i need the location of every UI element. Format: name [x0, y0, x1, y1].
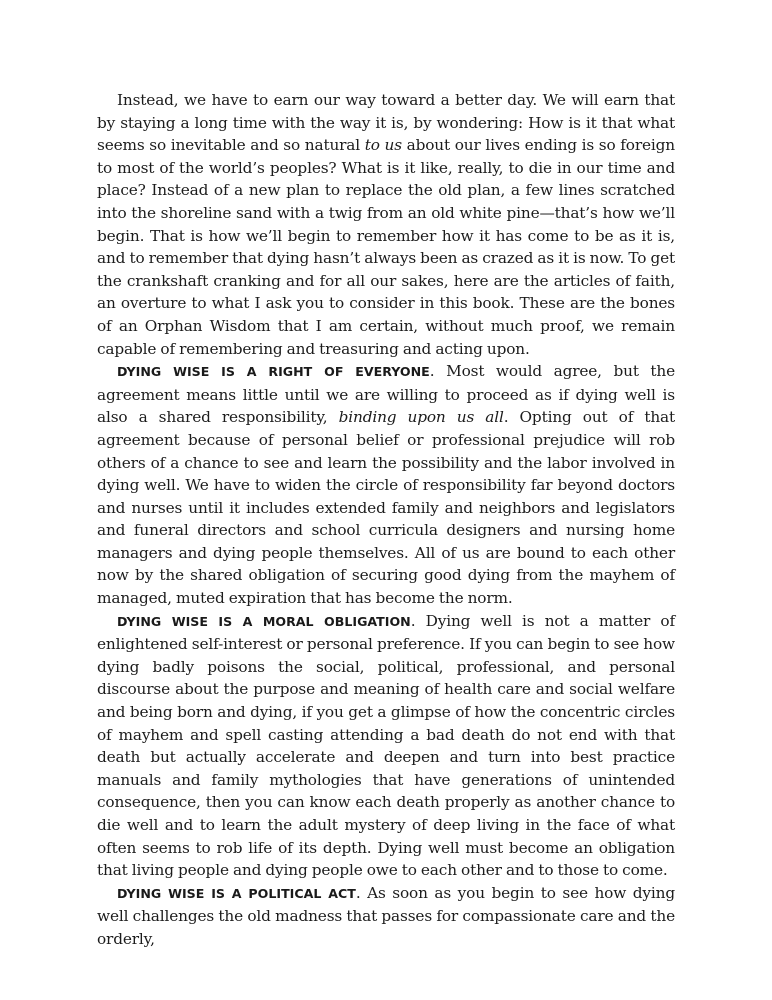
book-page — [97, 89, 675, 951]
paragraph-text: . As soon as you begin to see how dying well challenges the old madness that passes for compassionate care and the orderly, — [97, 883, 675, 948]
section-heading: DYING WISE IS A POLITICAL ACT — [117, 885, 356, 901]
paragraph-text: . Dying well is not a matter of enlightened self-interest or personal preference. If you can begin to see how dying badly poisons the social, political, professional, and personal discourse about the purpose and meaning of health care and social welfare and being born and dying, if you get a glimpse of how the concentric circles of mayhem and spell casting attending a bad death do not end with that death but actually accelerate and deepen and turn into best practice manuals and family mythologies that have generations of unintended consequence, then you can know each death properly as another chance to die well and to learn the adult mystery of deep living in the face of what often seems to rob life of its depth. Dying well must become an obligation that living people and dying people owe to each other and to those to come. — [97, 611, 675, 880]
paragraph-text: . Opting out of that agreement because of personal belief or professional prejudice will rob others of a chance to see and learn the possibility and the labor involved in dying well. We have to widen the circle of responsibility far beyond doctors and nurses until it includes extended family and neighbors and legislators and funeral directors and school curricula designers and nursing home managers and dying people themselves. All of us are bound to each other now by the shared obligation of securing good dying from the mayhem of managed, muted expiration that has become the norm. — [97, 408, 675, 608]
paragraph-moral-obligation — [97, 610, 675, 882]
paragraph-text: . Most would agree, but the agreement means little until we are willing to proceed as if dying well is also a shared responsibility, — [97, 362, 675, 427]
paragraph-political-act — [97, 882, 675, 951]
paragraph-intro — [97, 89, 675, 360]
section-heading: DYING WISE IS A RIGHT OF EVERYONE — [117, 364, 430, 380]
section-heading: DYING WISE IS A MORAL OBLIGATION — [117, 613, 411, 629]
paragraph-text: about our lives ending is so foreign to most of the world’s peoples? What is it like, really, to die in our time and place? Instead of a new plan to replace the old plan, a few lines scratched into the shoreline sand with a twig from an old white pine—that’s how we’ll begin. That is how we’ll begin to remember how it has come to be as it is, and to remember that dying hasn’t always been as crazed as it is now. To get the crankshaft cranking and for all our sakes, here are the articles of faith, an overture to what I ask you to consider in this book. These are the bones of an Orphan Wisdom that I am certain, without much proof, we remain capable of remembering and treasuring and acting upon. — [97, 136, 675, 358]
emphasis-text: binding upon us all — [338, 408, 504, 427]
emphasis-text: to us — [364, 136, 402, 155]
paragraph-text: Instead, we have to earn our way toward a better day. We will earn that by staying a long time with the way it is, by wondering: How is it that what seems so inevitable and so natural — [97, 91, 675, 155]
paragraph-right-of-everyone — [97, 360, 675, 610]
